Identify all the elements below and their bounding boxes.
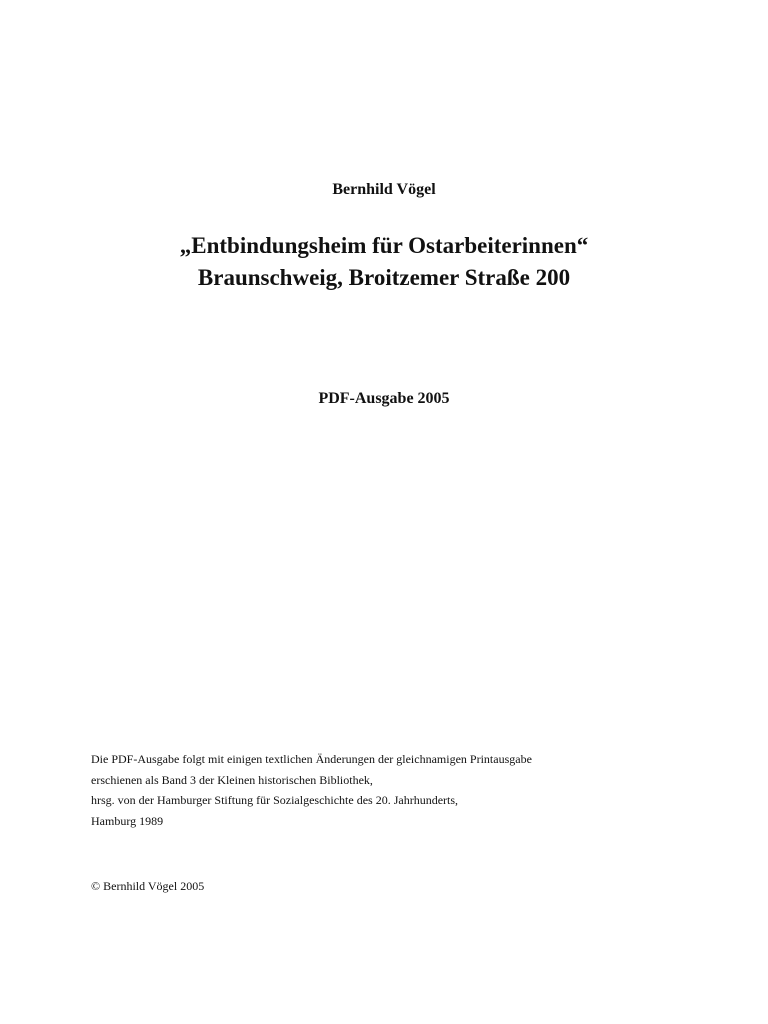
copyright-notice: © Bernhild Vögel 2005 bbox=[91, 879, 205, 893]
publication-notes bbox=[91, 749, 532, 831]
title-line-1: „Entbindungsheim für Ostarbeiterinnen“ bbox=[179, 233, 589, 258]
edition-label: PDF-Ausgabe 2005 bbox=[318, 390, 450, 407]
note-line: Hamburg 1989 bbox=[91, 813, 164, 828]
document-title bbox=[0, 230, 768, 294]
note-line: Die PDF-Ausgabe folgt mit einigen textlichen Änderungen der gleichnamigen Printausgabe bbox=[91, 752, 532, 766]
title-line-2: Braunschweig, Broitzemer Straße 200 bbox=[197, 265, 571, 290]
author-name: Bernhild Vögel bbox=[332, 181, 436, 198]
note-line: erschienen als Band 3 der Kleinen historischen Bibliothek, bbox=[91, 772, 373, 787]
note-line: hrsg. von der Hamburger Stiftung für Sozialgeschichte des 20. Jahrhunderts, bbox=[91, 793, 459, 807]
